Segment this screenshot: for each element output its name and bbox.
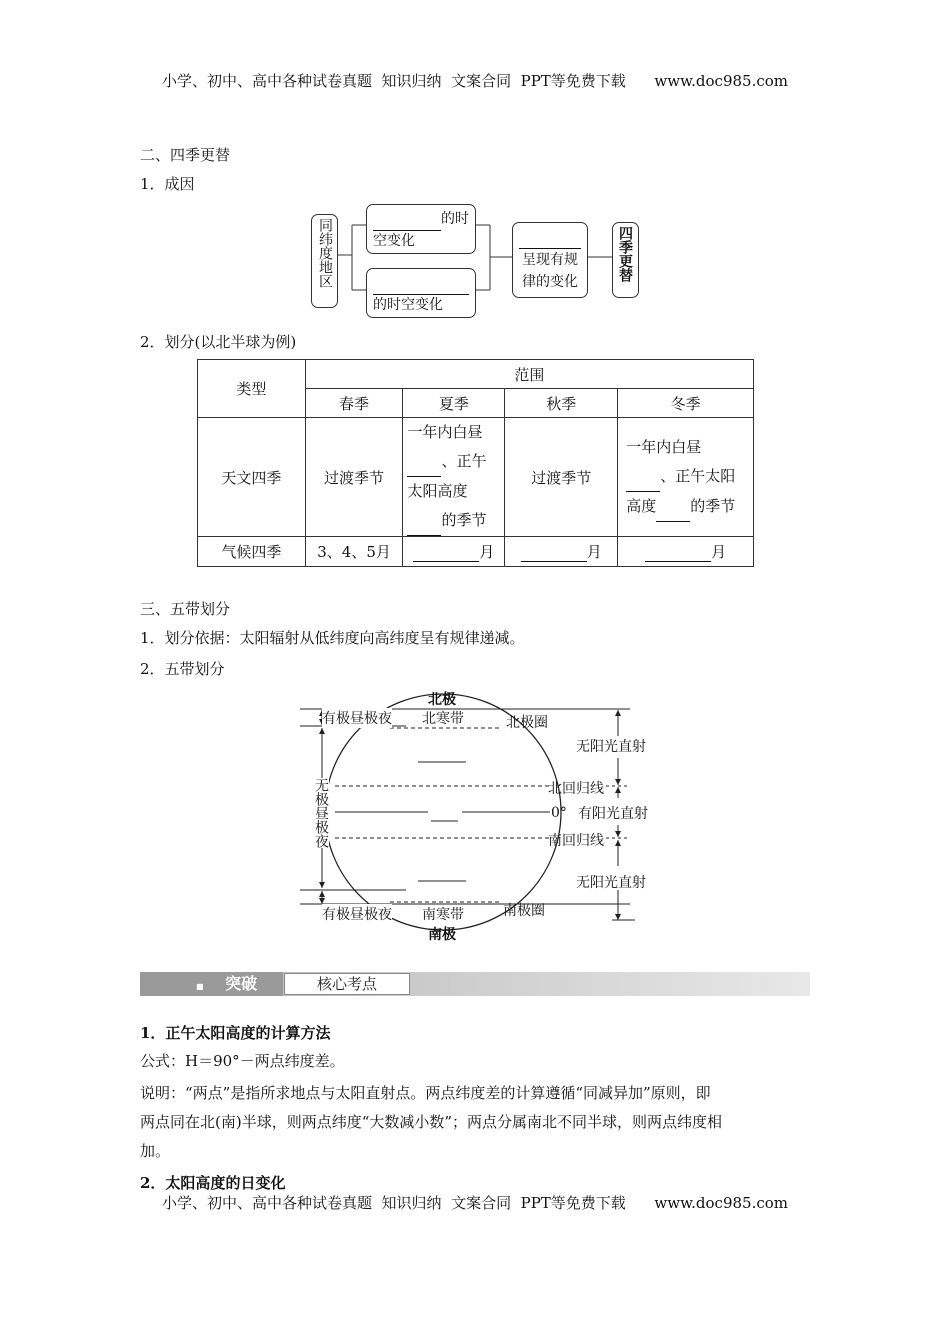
label-no-direct-top: 无阳光直射 <box>576 739 646 755</box>
section-title-seasons: 二、四季更替 <box>140 146 231 164</box>
item-noon-altitude-title: 1．正午太阳高度的计算方法 <box>140 1024 331 1042</box>
climate-summer <box>403 537 505 567</box>
section-title-zones: 三、五带划分 <box>140 600 231 618</box>
climate-autumn <box>505 537 618 567</box>
blank-climate-summer <box>413 543 479 562</box>
label-tropic-cancer: 北回归线 <box>548 781 604 797</box>
label-polar-day-top: 有极昼极夜 <box>322 708 392 728</box>
blank-climate-winter <box>645 543 711 562</box>
flow-upper-box <box>366 204 476 254</box>
blank-upper <box>373 209 441 231</box>
explanation-line1: 说明：“两点”是指所求地点与太阳直射点。两点纬度差的计算遵循“同减异加”原则，即 <box>140 1084 711 1102</box>
label-no-direct-bottom: 无阳光直射 <box>576 875 646 891</box>
header-type: 类型 <box>198 360 306 418</box>
label-north-pole: 北极 <box>428 692 456 708</box>
blank-winter-1 <box>626 462 660 492</box>
item-daily-change-title: 2．太阳高度的日变化 <box>140 1174 286 1192</box>
blank-summer-2 <box>407 506 441 536</box>
astro-winter-line4: 的季节 <box>690 496 736 515</box>
astro-winter-line1: 一年内白昼 <box>626 437 702 456</box>
header-winter: 冬季 <box>618 389 754 418</box>
flow-lower-line2: 的时空变化 <box>373 297 443 313</box>
row-astro-label: 天文四季 <box>198 418 306 537</box>
item-basis: 1．划分依据：太阳辐射从低纬度向高纬度呈有规律递减。 <box>140 629 525 647</box>
label-north-frigid: 北寒带 <box>422 711 464 727</box>
astro-summer-line4: 的季节 <box>441 511 487 529</box>
banner-right: 核心考点 <box>284 973 410 995</box>
banner-left-text: 突破 <box>225 974 258 993</box>
header-range: 范围 <box>305 360 753 389</box>
astro-winter-line2: 、正午太阳 <box>660 466 736 485</box>
header-spring: 春季 <box>305 389 403 418</box>
section-banner <box>140 972 810 996</box>
item-division: 2．划分(以北半球为例) <box>140 333 297 351</box>
label-arctic-circle: 北极圈 <box>506 715 548 731</box>
flow-upper-suffix: 的时 <box>441 211 469 227</box>
astro-summer-line1: 一年内白昼 <box>407 423 483 441</box>
item-five-zones: 2．五带划分 <box>140 660 225 678</box>
climate-winter <box>618 537 754 567</box>
header-summer: 夏季 <box>403 389 505 418</box>
climate-summer-unit: 月 <box>479 543 495 561</box>
label-no-polar-day: 无极昼极夜 <box>313 778 329 848</box>
season-table <box>197 359 754 567</box>
astro-autumn: 过渡季节 <box>505 418 618 537</box>
astro-winter-line3: 高度 <box>626 496 657 515</box>
banner-square-icon: ■ <box>196 982 204 991</box>
page-footer: 小学、初中、高中各种试卷真题 知识归纳 文案合同 PPT等免费下载 www.doc985.com <box>162 1194 789 1212</box>
flow-start-text: 同纬度地区 <box>317 218 333 288</box>
flow-end-text: 四季更替 <box>617 226 633 282</box>
label-has-direct: 有阳光直射 <box>578 806 648 822</box>
label-antarctic-circle: 南极圈 <box>503 903 545 919</box>
astro-spring: 过渡季节 <box>305 418 403 537</box>
explanation-line3: 加。 <box>140 1142 171 1160</box>
formula: 公式：H＝90°－两点纬度差。 <box>140 1052 345 1070</box>
climate-winter-unit: 月 <box>711 543 727 561</box>
label-tropic-capricorn: 南回归线 <box>548 833 604 849</box>
blank-middle <box>519 226 581 249</box>
blank-winter-2 <box>656 492 690 522</box>
explanation-line2: 两点同在北(南)半球，则两点纬度“大数减小数”；两点分属南北不同半球，则两点纬度相 <box>140 1113 723 1131</box>
label-south-pole: 南极 <box>428 927 456 943</box>
climate-spring: 3、4、5月 <box>305 537 403 567</box>
astro-winter <box>618 418 754 537</box>
banner-left <box>140 972 283 996</box>
header-autumn: 秋季 <box>505 389 618 418</box>
climate-autumn-unit: 月 <box>586 543 602 561</box>
page-header: 小学、初中、高中各种试卷真题 知识归纳 文案合同 PPT等免费下载 www.doc985.com <box>162 72 789 90</box>
astro-summer-line2: 、正午 <box>441 452 487 470</box>
flow-middle-line3: 律的变化 <box>522 274 578 290</box>
blank-lower <box>373 273 469 295</box>
flow-upper-line2: 空变化 <box>373 233 415 249</box>
astro-summer <box>403 418 505 537</box>
flow-middle-box <box>512 222 588 298</box>
flow-middle-line2: 呈现有规 <box>522 252 578 268</box>
flow-lower-box <box>366 268 476 318</box>
label-equator: 0° <box>551 805 567 821</box>
blank-summer-1 <box>407 447 441 477</box>
label-south-frigid: 南寒带 <box>422 907 464 923</box>
item-cause: 1．成因 <box>140 175 195 193</box>
flow-end-box <box>612 222 639 298</box>
row-climate-label: 气候四季 <box>198 537 306 567</box>
blank-climate-autumn <box>521 543 587 562</box>
astro-summer-line3: 太阳高度 <box>407 482 468 500</box>
flow-start-box <box>311 214 338 308</box>
label-polar-day-bottom: 有极昼极夜 <box>322 904 392 924</box>
